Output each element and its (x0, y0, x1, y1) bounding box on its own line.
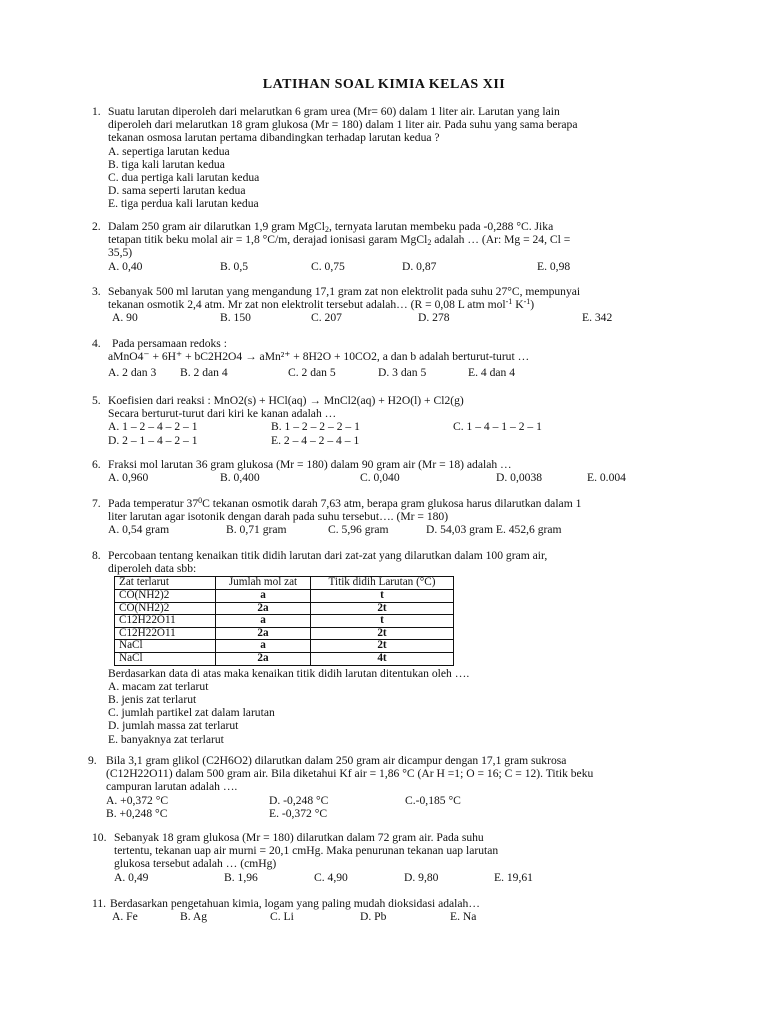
question-number: 8. (92, 549, 101, 562)
question-text: Berdasarkan data di atas maka kenaikan titik didih larutan ditentukan oleh …. (108, 666, 470, 680)
question-1 (92, 105, 712, 211)
table-header: Zat terlarut (115, 577, 216, 590)
table-cell: a (216, 590, 311, 603)
answer-option: D. Pb (360, 910, 387, 924)
answer-option: C. Li (270, 910, 294, 924)
table-header-row (115, 577, 454, 590)
answer-option: E. 342 (582, 311, 613, 325)
table-cell: NaCl (115, 640, 216, 653)
answer-option: A. 90 (112, 311, 138, 325)
question-2 (92, 220, 712, 273)
answer-options (114, 871, 712, 884)
answer-option: B. Ag (180, 910, 208, 924)
answer-options (112, 910, 712, 923)
boiling-point-table (114, 576, 454, 665)
question-text: Fraksi mol larutan 36 gram glukosa (Mr = 180) dalam 90 gram air (Mr = 18) adalah … (108, 458, 512, 471)
answer-option: E. 0.004 (587, 471, 626, 485)
answer-option: D. 278 (418, 311, 450, 325)
answer-option: C.-0,185 °C (405, 793, 461, 807)
question-number: 9. (88, 754, 97, 767)
answer-option: A. 0,40 (108, 259, 143, 273)
answer-option: D. 2 – 1 – 4 – 2 – 1 (108, 433, 198, 447)
question-7 (92, 497, 712, 537)
table-cell: 2a (216, 602, 311, 615)
answer-options (108, 420, 712, 433)
answer-option: E. 0,98 (537, 259, 571, 273)
answer-option: E. banyaknya zat terlarut (108, 732, 224, 746)
table-row (115, 652, 454, 665)
question-text: Secara berturut-turut dari kiri ke kanan adalah … (108, 407, 337, 421)
answer-option: A. macam zat terlarut (108, 679, 209, 693)
question-text: 35,5) (108, 246, 133, 260)
page-title: LATIHAN SOAL KIMIA KELAS XII (262, 77, 506, 92)
answer-option: C. 1 – 4 – 1 – 2 – 1 (453, 420, 542, 434)
answer-option: E. 19,61 (494, 870, 533, 884)
question-6 (92, 458, 712, 484)
answer-option: B. 0,5 (220, 259, 249, 273)
table-cell: CO(NH2)2 (115, 602, 216, 615)
table-cell: 2t (311, 627, 454, 640)
table-header: Titik didih Larutan (°C) (311, 577, 454, 590)
table-cell: 2a (216, 627, 311, 640)
question-text: campuran larutan adalah …. (106, 780, 238, 794)
table-row (115, 627, 454, 640)
answer-option: E. 4 dan 4 (468, 366, 516, 380)
question-number: 11. (92, 897, 107, 910)
table-row (115, 640, 454, 653)
question-number: 7. (92, 497, 101, 510)
answer-option: C. 207 (311, 311, 342, 325)
answer-option: B. 0,71 gram (226, 523, 287, 537)
answer-option: D. 0,87 (402, 259, 437, 273)
table-cell: 2t (311, 640, 454, 653)
table-cell: C12H22O11 (115, 627, 216, 640)
question-text: glukosa tersebut adalah … (cmHg) (114, 857, 277, 871)
table-cell: NaCl (115, 652, 216, 665)
answer-option: B. tiga kali larutan kedua (108, 157, 225, 171)
question-text: diperoleh dari melarutkan 18 gram glukosa (Mr = 180) dalam 1 liter air. Pada suhu yang sama berapa (108, 118, 578, 132)
answer-options (106, 807, 708, 820)
answer-options (108, 311, 712, 324)
answer-option: D. sama seperti larutan kedua (108, 184, 246, 198)
answer-options (106, 794, 708, 807)
answer-option: B. 1 – 2 – 2 – 2 – 1 (271, 420, 360, 434)
question-8 (92, 549, 712, 746)
answer-option: C. 2 dan 5 (288, 366, 336, 380)
question-number: 4. (92, 337, 101, 350)
question-4 (92, 337, 712, 380)
question-text: Suatu larutan diperoleh dari melarutkan 6 gram urea (Mr= 60) dalam 1 liter air. Larutan yang lain (108, 105, 560, 118)
answer-options (108, 434, 712, 447)
answer-option: A. sepertiga larutan kedua (108, 144, 230, 158)
table-header: Jumlah mol zat (216, 577, 311, 590)
answer-option: A. +0,372 °C (106, 793, 169, 807)
answer-option: C. dua pertiga kali larutan kedua (108, 171, 260, 185)
table-row (115, 602, 454, 615)
answer-options (108, 260, 712, 273)
equation-tail: , a dan b adalah berturut-turut … (376, 350, 530, 364)
question-text: tertentu, tekanan uap air murni = 20,1 cmHg. Maka penurunan tekanan uap larutan (114, 844, 499, 858)
answer-option: C. jumlah partikel zat dalam larutan (108, 706, 275, 720)
answer-option: B. +0,248 °C (106, 806, 168, 820)
answer-option: D. 54,03 gram E. 452,6 gram (426, 523, 562, 537)
answer-option: A. 0,54 gram (108, 523, 170, 537)
answer-option: C. 4,90 (314, 870, 348, 884)
table-row (115, 615, 454, 628)
question-number: 2. (92, 220, 101, 233)
table-cell: a (216, 640, 311, 653)
answer-option: B. 1,96 (224, 870, 258, 884)
question-text: Sebanyak 18 gram glukosa (Mr = 180) dilarutkan dalam 72 gram air. Pada suhu (114, 831, 484, 844)
answer-option: A. 1 – 2 – 4 – 2 – 1 (108, 420, 198, 434)
question-text: tekanan osmosa larutan pertama dibandingkan terhadap larutan kedua ? (108, 131, 440, 145)
answer-option: E. Na (450, 910, 477, 924)
question-text: Pada temperatur $37^0C$ tekanan osmotik darah 7,63 atm, berapa gram glukosa harus dilarutkan dalam 1 (108, 496, 582, 510)
question-text: tekanan osmotik 2,4 atm. Mr zat non elektrolit tersebut adalah… (R = 0,08 L atm mol$^{-1}$ $K^{-1}$) (108, 297, 535, 312)
answer-option: B. 0,400 (220, 471, 260, 485)
equation-text: aMnO4⁻ + 6H⁺ + bC2H2O4 → aMn²⁺ + 8H2O + 10CO2 (108, 350, 377, 364)
question-text: Bila 3,1 gram glikol (C2H6O2) dilarutkan dalam 250 gram air dicampur dengan 17,1 gram sukrosa (106, 754, 567, 767)
answer-option: D. 9,80 (404, 870, 439, 884)
table-cell: CO(NH2)2 (115, 590, 216, 603)
answer-option: E. -0,372 °C (269, 806, 328, 820)
question-text: Sebanyak 500 ml larutan yang mengandung 17,1 gram zat non elektrolit pada suhu 27°C, mempunyai (108, 285, 581, 298)
table-cell: 4t (311, 652, 454, 665)
table-cell: C12H22O11 (115, 615, 216, 628)
answer-option: B. 2 dan 4 (180, 366, 228, 380)
question-number: 3. (92, 285, 101, 298)
answer-option: C. 0,75 (311, 259, 345, 273)
question-text: Dalam 250 gram air dilarutkan 1,9 gram MgCl$_2$, ternyata larutan membeku pada -0,288 °C. Jika (108, 220, 554, 234)
table-cell: t (311, 590, 454, 603)
answer-option: A. 2 dan 3 (108, 366, 157, 380)
question-9 (88, 754, 708, 820)
question-5 (92, 394, 712, 447)
question-10 (92, 831, 712, 884)
table-cell: 2t (311, 602, 454, 615)
answer-option: A. 0,960 (108, 471, 149, 485)
answer-options (108, 366, 712, 379)
table-cell: 2a (216, 652, 311, 665)
answer-option: D. 0,0038 (496, 471, 543, 485)
question-number: 6. (92, 458, 101, 471)
question-text: (C12H22O11) dalam 500 gram air. Bila diketahui Kf air = 1,86 °C (Ar H =1; O = 16; C = 12). Titik beku (106, 767, 594, 781)
question-text: Pada persamaan redoks : (112, 337, 227, 350)
question-text: Percobaan tentang kenaikan titik didih larutan dari zat-zat yang dilarutkan dalam 100 gram air, (108, 549, 548, 562)
question-text: liter larutan agar isotonik dengan darah pada suhu tersebut…. (Mr = 180) (108, 510, 449, 524)
table-cell: a (216, 615, 311, 628)
question-text: Koefisien dari reaksi : MnO2(s) + HCl(aq) → MnCl2(aq) + H2O(l) + Cl2(g) (108, 394, 464, 407)
question-text: Berdasarkan pengetahuan kimia, logam yang paling mudah dioksidasi adalah… (110, 897, 480, 910)
table-cell: t (311, 615, 454, 628)
question-text: tetapan titik beku molal air = 1,8 °C/m, derajad ionisasi garam MgCl$_2$ adalah … (Ar: Mg = 24, Cl = (108, 233, 571, 248)
answer-option: E. 2 – 4 – 2 – 4 – 1 (271, 433, 360, 447)
answer-option: A. 0,49 (114, 870, 149, 884)
question-3 (92, 285, 712, 325)
question-number: 1. (92, 105, 101, 118)
answer-option: D. -0,248 °C (269, 793, 329, 807)
question-number: 10. (92, 831, 107, 844)
answer-option: A. Fe (112, 910, 138, 924)
answer-option: B. 150 (220, 311, 251, 325)
answer-option: C. 0,040 (360, 471, 400, 485)
table-row (115, 590, 454, 603)
answer-option: B. jenis zat terlarut (108, 692, 197, 706)
question-11 (92, 897, 712, 923)
answer-option: D. jumlah massa zat terlarut (108, 719, 239, 733)
answer-option: D. 3 dan 5 (378, 366, 427, 380)
question-number: 5. (92, 394, 101, 407)
answer-option: E. tiga perdua kali larutan kedua (108, 197, 259, 211)
answer-option: C. 5,96 gram (328, 523, 389, 537)
answer-options (108, 471, 712, 484)
answer-options (108, 523, 712, 536)
question-text: diperoleh data sbb: (108, 562, 197, 576)
redox-equation (108, 350, 712, 363)
